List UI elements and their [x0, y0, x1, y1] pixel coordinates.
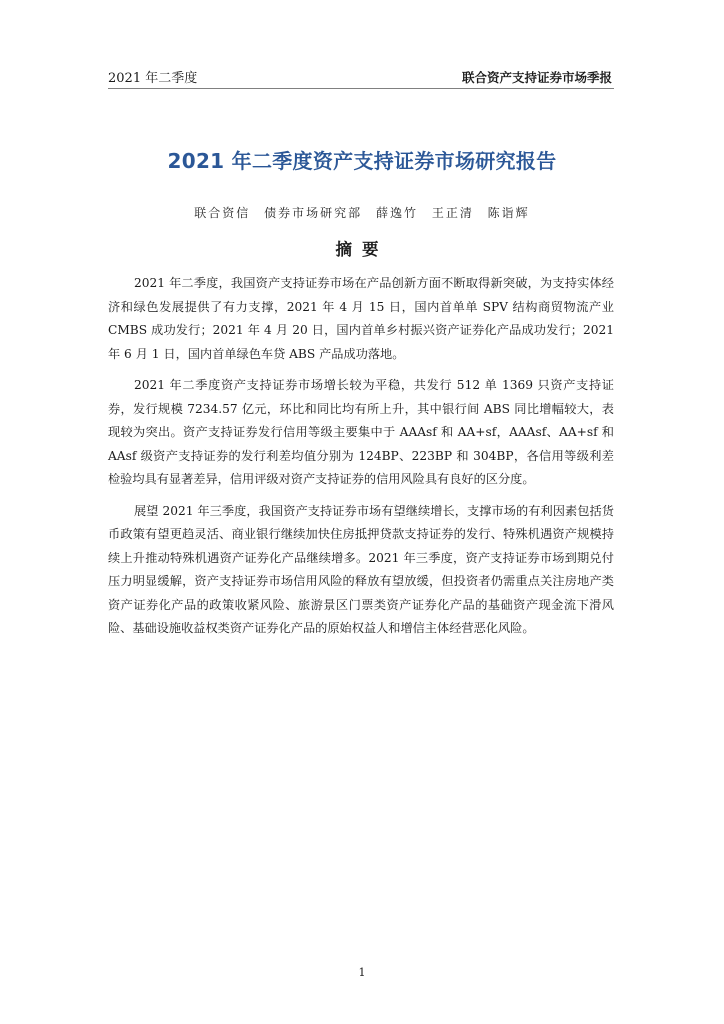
header-report-series: 联合资产支持证券市场季报 — [461, 70, 612, 85]
abstract-body — [108, 272, 614, 649]
author-name: 陈诣辉 — [487, 206, 530, 220]
author-name: 王正清 — [431, 206, 474, 220]
abstract-paragraph: 2021 年二季度资产支持证券市场增长较为平稳，共发行 512 单 1369 只资产支持证券，发行规模 7234.57 亿元，环比和同比均有所上升，其中银行间 ABS 同比增幅较大，表现较为突出。资产支持证券发行信用等级主要集中于 AAAsf 和 AA+sf，AAAsf、AA+sf 和 AAsf 级资产支持证券的发行利差均值分别为 124BP、223BP 和 304BP，各信用等级利差检验均具有显著差异，信用评级对资产支持证券的信用风险具有良好的区分度。 — [108, 378, 614, 486]
authors-line — [0, 204, 724, 221]
abstract-paragraph: 展望 2021 年三季度，我国资产支持证券市场有望继续增长，支撑市场的有利因素包括货币政策有望更趋灵活、商业银行继续加快住房抵押贷款支持证券的发行、特殊机遇资产规模持续上升推动特殊机遇资产证券化产品继续增多。2021 年三季度，资产支持证券市场到期兑付压力明显缓解，资产支持证券市场信用风险的释放有望放缓，但投资者仍需重点关注房地产类资产证券化产品的政策收紧风险、旅游景区门票类资产证券化产品的基础资产现金流下滑风险、基础设施收益权类资产证券化产品的原始权益人和增信主体经营恶化风险。 — [108, 503, 614, 635]
abstract-heading: 摘要 — [335, 240, 389, 259]
author-name: 薛逸竹 — [375, 206, 418, 220]
header-period: 2021 年二季度 — [108, 71, 198, 86]
report-title: 2021 年二季度资产支持证券市场研究报告 — [167, 149, 557, 173]
author-org: 联合资信 — [194, 206, 251, 220]
header-divider — [108, 88, 614, 89]
author-dept: 债券市场研究部 — [264, 206, 363, 220]
page-header — [108, 64, 612, 86]
abstract-paragraph: 2021 年二季度，我国资产支持证券市场在产品创新方面不断取得新突破，为支持实体经济和绿色发展提供了有力支撑，2021 年 4 月 15 日，国内首单单 SPV 结构商贸物流产业 CMBS 成功发行；2021 年 4 月 20 日，国内首单乡村振兴资产证券化产品成功发行；2021 年 6 月 1 日，国内首单绿色车贷 ABS 产品成功落地。 — [108, 276, 614, 361]
page-number: 1 — [358, 966, 366, 979]
